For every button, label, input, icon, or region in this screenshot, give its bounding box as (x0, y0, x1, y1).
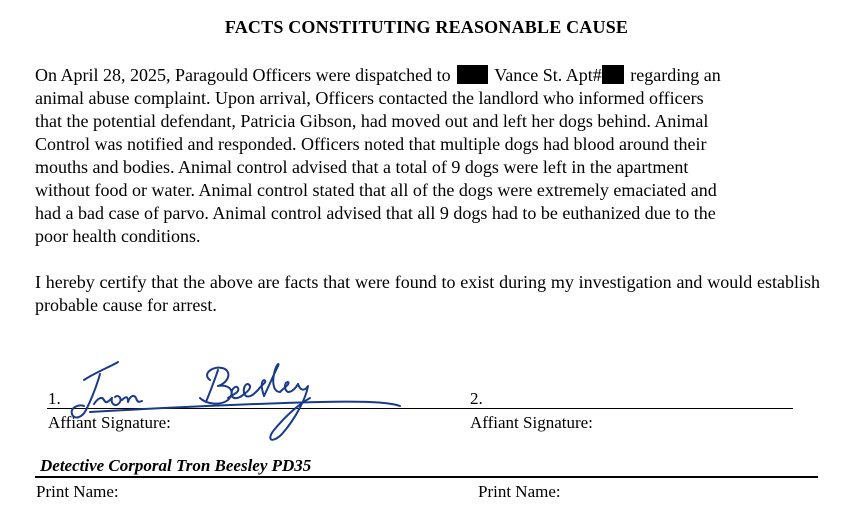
print-name-label-2: Print Name: (478, 482, 561, 501)
street-name: Vance St. Apt# (494, 65, 602, 85)
facts-line-5: mouths and bodies. Animal control advised that a total of 9 dogs were left in the apartment (35, 157, 689, 177)
affiant-signature-label-1: Affiant Signature: (48, 413, 171, 432)
facts-line-1-start: On April 28, 2025, Paragould Officers were dispatched to (35, 65, 451, 85)
facts-line-7: had a bad case of parvo. Animal control advised that all 9 dogs had to be euthanized due to the (35, 203, 716, 223)
signature-number-2: 2. (470, 389, 483, 408)
facts-line-3: that the potential defendant, Patricia Gibson, had moved out and left her dogs behind. Animal (35, 111, 709, 131)
facts-paragraph (35, 64, 825, 248)
facts-line-4: Control was notified and responded. Officers noted that multiple dogs had blood around their (35, 134, 707, 154)
redacted-house-number (457, 65, 488, 84)
signature-number-1: 1. (48, 389, 61, 408)
facts-line-8: poor health conditions. (35, 226, 201, 246)
print-name-label-1: Print Name: (36, 482, 119, 501)
facts-line-6: without food or water. Animal control stated that all of the dogs were extremely emaciated and (35, 180, 717, 200)
certification-paragraph: I hereby certify that the above are facts that were found to exist during my investigation and would establish probable cause for arrest. (35, 272, 820, 315)
facts-line-1-end: regarding an (630, 65, 721, 85)
document-title: FACTS CONSTITUTING REASONABLE CAUSE (224, 17, 629, 37)
facts-line-2: animal abuse complaint. Upon arrival, Officers contacted the landlord who informed officers (35, 88, 704, 108)
printed-name: Detective Corporal Tron Beesley PD35 (40, 456, 312, 475)
handwritten-signature (60, 354, 420, 450)
print-name-line (35, 476, 818, 478)
redacted-apartment-number (602, 65, 624, 84)
facts-line-1 (35, 64, 825, 87)
affiant-signature-label-2: Affiant Signature: (470, 413, 593, 432)
